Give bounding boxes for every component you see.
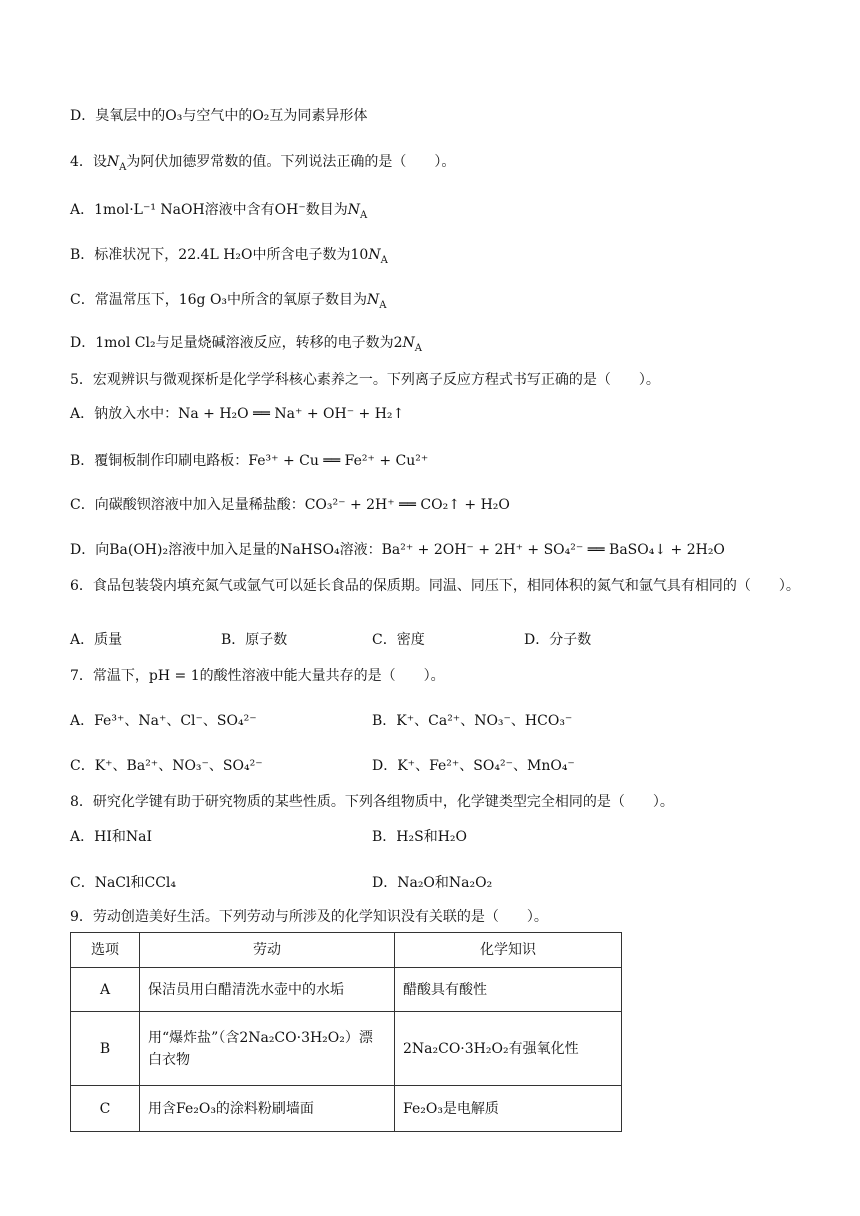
table-row — [71, 968, 622, 1012]
row-option: C — [71, 1086, 140, 1132]
q8-option-d: D．Na₂O和Na₂O₂ — [372, 875, 493, 891]
q7-option-d: D．K⁺、Fe²⁺、SO₄²⁻、MnO₄⁻ — [372, 758, 575, 774]
q5-option-c: C．向碳酸钡溶液中加入足量稀盐酸：CO₃²⁻ + 2H⁺ ══ CO₂↑ + H₂O — [70, 497, 510, 513]
q4-stem: 4．设$N_A$为阿伏加德罗常数的值。下列说法正确的是（ ）。 — [70, 154, 456, 173]
q5-stem: 5．宏观辨识与微观探析是化学学科核心素养之一。下列离子反应方程式书写正确的是（ ）。 — [70, 372, 660, 388]
q8-option-b: B．H₂S和H₂O — [372, 829, 467, 845]
table-row — [71, 1012, 622, 1086]
q8-option-c: C．NaCl和CCl₄ — [70, 875, 177, 891]
q9-stem: 9．劳动创造美好生活。下列劳动与所涉及的化学知识没有关联的是（ ）。 — [70, 909, 548, 925]
header-option: 选项 — [71, 933, 140, 968]
q3-option-d: D．臭氧层中的O₃与空气中的O₂互为同素异形体 — [70, 108, 368, 124]
row-labor: 用含Fe₂O₃的涂料粉刷墙面 — [140, 1086, 395, 1132]
q4-option-a: A．1mol·L⁻¹ NaOH溶液中含有OH⁻数目为$N_A$ — [70, 202, 368, 221]
table-header-row — [71, 933, 622, 968]
q7-option-c: C．K⁺、Ba²⁺、NO₃⁻、SO₄²⁻ — [70, 758, 263, 774]
q4-option-d: D．1mol Cl₂与足量烧碱溶液反应，转移的电子数为$2N_A$ — [70, 335, 422, 354]
row-knowledge: Fe₂O₃是电解质 — [395, 1086, 622, 1132]
q8-option-a: A．HI和NaI — [70, 829, 152, 845]
q6-option-a: A．质量 — [70, 632, 123, 648]
q6-option-b: B．原子数 — [221, 632, 288, 648]
q5-option-b: B．覆铜板制作印刷电路板：Fe³⁺ + Cu ══ Fe²⁺ + Cu²⁺ — [70, 453, 429, 469]
q8-stem: 8．研究化学键有助于研究物质的某些性质。下列各组物质中，化学键类型完全相同的是（ ）。 — [70, 794, 674, 810]
row-knowledge: 醋酸具有酸性 — [395, 968, 622, 1012]
row-labor: 保洁员用白醋清洗水壶中的水垢 — [140, 968, 395, 1012]
q7-stem: 7．常温下，pH = 1的酸性溶液中能大量共存的是（ ）。 — [70, 668, 445, 684]
q6-option-c: C．密度 — [372, 632, 425, 648]
q4-option-b: B．标准状况下，22.4L H₂O中所含电子数为$10N_A$ — [70, 247, 388, 266]
header-knowledge: 化学知识 — [395, 933, 622, 968]
q9-table — [70, 932, 622, 1132]
row-option: A — [71, 968, 140, 1012]
table-row — [71, 1086, 622, 1132]
row-option: B — [71, 1012, 140, 1086]
row-labor: 用“爆炸盐”（含2Na₂CO·3H₂O₂）漂白衣物 — [140, 1012, 395, 1086]
q5-option-a: A．钠放入水中：Na + H₂O ══ Na⁺ + OH⁻ + H₂↑ — [70, 406, 405, 422]
q5-option-d: D．向Ba(OH)₂溶液中加入足量的NaHSO₄溶液：Ba²⁺ + 2OH⁻ + 2H⁺ + SO₄²⁻ ══ BaSO₄↓ + 2H₂O — [70, 542, 725, 558]
q7-option-b: B．K⁺、Ca²⁺、NO₃⁻、HCO₃⁻ — [372, 713, 573, 729]
row-knowledge: 2Na₂CO·3H₂O₂有强氧化性 — [395, 1012, 622, 1086]
q7-option-a: A．Fe³⁺、Na⁺、Cl⁻、SO₄²⁻ — [70, 713, 257, 729]
q4-option-c: C．常温常压下，16g O₃中所含的氧原子数目为$N_A$ — [70, 292, 387, 311]
q6-option-d: D．分子数 — [524, 632, 592, 648]
q6-stem: 6．食品包装袋内填充氮气或氩气可以延长食品的保质期。同温、同压下，相同体积的氮气和氩气具有相同的（ ）。 — [70, 578, 800, 594]
header-labor: 劳动 — [140, 933, 395, 968]
